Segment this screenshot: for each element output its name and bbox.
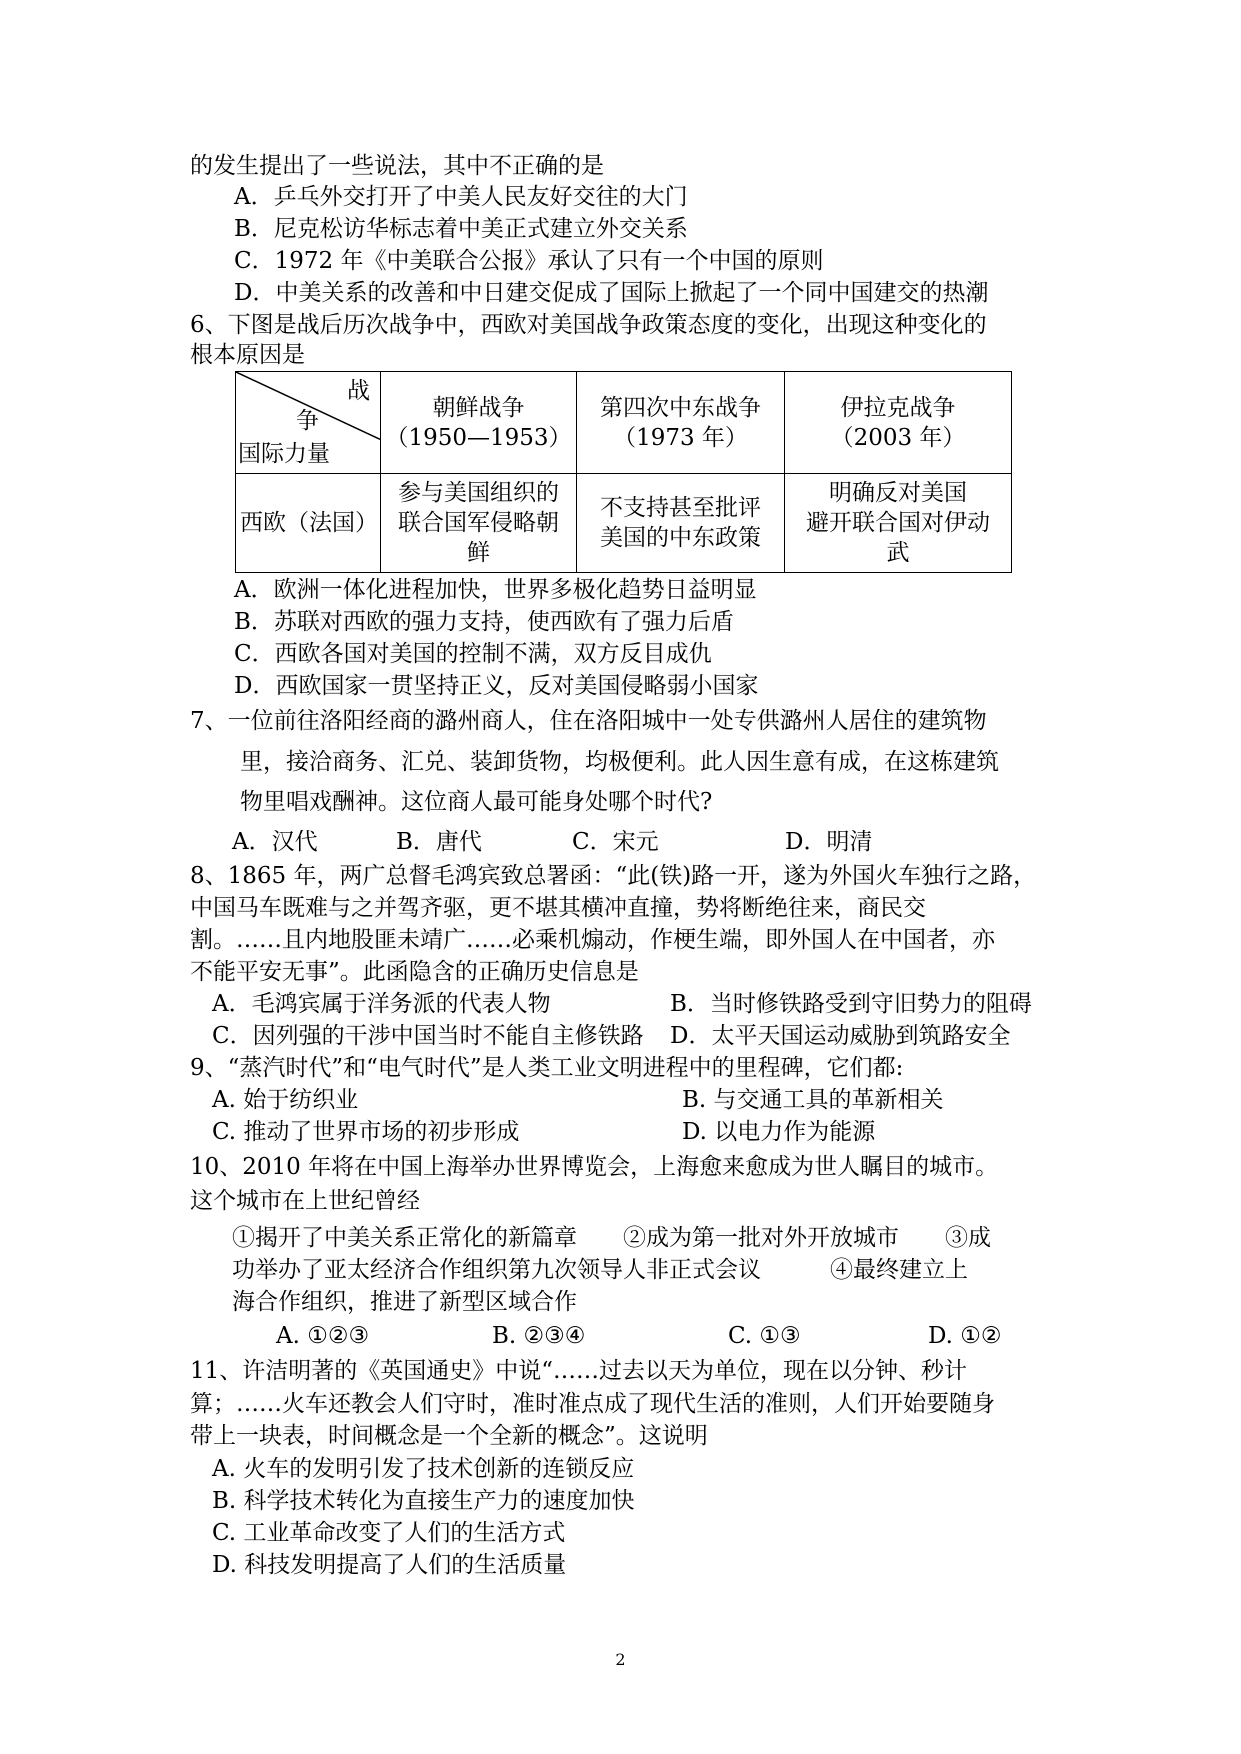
q8-option-c: C．因列强的干涉中国当时不能自主修铁路 <box>212 1023 644 1049</box>
q11-option-c: C. 工业革命改变了人们的生活方式 <box>212 1520 566 1546</box>
q11-stem-1: 11、许洁明著的《英国通史》中说“……过去以天为单位，现在以分钟、秒计 <box>190 1358 968 1384</box>
q10-item-line-1: ①揭开了中美关系正常化的新篇章 ②成为第一批对外开放城市 ③成 <box>232 1225 991 1251</box>
q9-option-a: A. 始于纺织业 <box>212 1087 359 1113</box>
attitude-line: 联合国军侵略朝 <box>398 510 559 536</box>
q10-option-a: A. ①②③ <box>276 1323 370 1349</box>
q6-option-a: A．欧洲一体化进程加快，世界多极化趋势日益明显 <box>234 577 757 603</box>
war-name: 朝鲜战争 <box>432 394 525 421</box>
q7-option-a: A．汉代 <box>232 829 318 855</box>
q5-option-b: B．尼克松访华标志着中美正式建立外交关系 <box>234 216 688 242</box>
q8-stem-2: 中国马车既难与之并驾齐驱，更不堪其横冲直撞，势将断绝往来，商民交 <box>190 895 926 921</box>
table-corner-cell <box>236 372 381 474</box>
q6-option-c: C．西欧各国对美国的控制不满，双方反目成仇 <box>234 641 712 667</box>
q7-option-c: C．宋元 <box>572 829 659 855</box>
row-label-west-europe: 西欧（法国） <box>236 474 381 573</box>
q6-stem-1: 6、下图是战后历次战争中，西欧对美国战争政策态度的变化，出现这种变化的 <box>190 312 987 338</box>
q10-stem-1: 10、2010 年将在中国上海举办世界博览会，上海愈来愈成为世人瞩目的城市。 <box>190 1154 999 1180</box>
q5-option-a: A．乒乓外交打开了中美人民友好交往的大门 <box>234 184 688 210</box>
q8-option-d: D．太平天国运动威胁到筑路安全 <box>670 1023 1011 1049</box>
q11-option-d: D. 科技发明提高了人们的生活质量 <box>212 1552 567 1578</box>
q11-option-b: B. 科学技术转化为直接生产力的速度加快 <box>212 1488 635 1514</box>
header-fourth-middle-east-war <box>577 372 785 474</box>
attitude-line: 不支持甚至批评 <box>600 495 761 521</box>
q11-option-a: A. 火车的发明引发了技术创新的连锁反应 <box>212 1456 635 1482</box>
q8-stem-1: 8、1865 年，两广总督毛鸿宾致总署函：“此(铁)路一开，遂为外国火车独行之路， <box>190 863 1037 889</box>
q10-option-c: C. ①③ <box>728 1323 801 1349</box>
q11-stem-3: 带上一块表，时间概念是一个全新的概念”。这说明 <box>190 1423 708 1449</box>
q8-option-a: A．毛鸿宾属于洋务派的代表人物 <box>212 991 551 1017</box>
q8-stem-3: 割。……且内地股匪未靖广……必乘机煽动，作梗生端，即外国人在中国者，亦 <box>190 927 995 953</box>
q9-option-d: D. 以电力作为能源 <box>682 1119 876 1145</box>
q6-option-b: B．苏联对西欧的强力支持，使西欧有了强力后盾 <box>234 609 734 635</box>
header-korean-war <box>381 372 577 474</box>
attitude-line: 明确反对美国 <box>829 480 967 506</box>
attitude-line: 参与美国组织的 <box>398 480 559 506</box>
war-years: （2003 年） <box>830 424 966 451</box>
q7-option-b: B．唐代 <box>396 829 482 855</box>
q8-option-b: B．当时修铁路受到守旧势力的阻碍 <box>670 991 1032 1017</box>
table-row-west-europe <box>236 474 1012 573</box>
war-years: （1973 年） <box>613 424 748 451</box>
q9-option-c: C. 推动了世界市场的初步形成 <box>212 1119 520 1145</box>
attitude-iraq-war <box>785 474 1012 573</box>
q5-stem-tail: 的发生提出了一些说法，其中不正确的是 <box>190 153 604 179</box>
q10-item-line-2: 功举办了亚太经济合作组织第九次领导人非正式会议 ④最终建立上 <box>232 1257 968 1283</box>
attitude-line: 美国的中东政策 <box>600 525 761 551</box>
corner-label-top: 战 <box>347 378 370 404</box>
attitude-korean-war <box>381 474 577 573</box>
q8-stem-4: 不能平安无事”。此函隐含的正确历史信息是 <box>190 959 639 985</box>
q7-stem-2: 里，接洽商务、汇兑、装卸货物，均极便利。此人因生意有成，在这栋建筑 <box>240 749 999 775</box>
q11-stem-2: 算；……火车还教会人们守时，准时准点成了现代生活的准则，人们开始要随身 <box>190 1391 995 1417</box>
table-header-row <box>236 372 1012 474</box>
q10-stem-2: 这个城市在上世纪曾经 <box>190 1188 420 1214</box>
q7-option-d: D．明清 <box>785 829 873 855</box>
q10-option-d: D. ①② <box>928 1323 1002 1349</box>
attitude-middle-east-war <box>577 474 785 573</box>
q7-stem-3: 物里唱戏酬神。这位商人最可能身处哪个时代? <box>240 789 713 815</box>
q9-option-b: B. 与交通工具的革新相关 <box>682 1087 944 1113</box>
q9-stem: 9、“蒸汽时代”和“电气时代”是人类工业文明进程中的里程碑，它们都: <box>190 1055 904 1081</box>
page-number: 2 <box>615 1650 626 1669</box>
attitude-line: 武 <box>886 540 910 566</box>
war-years: （1950—1953） <box>385 424 572 451</box>
war-attitude-table <box>235 371 1012 573</box>
attitude-line: 鲜 <box>467 540 490 566</box>
war-name: 伊拉克战争 <box>840 394 956 421</box>
q7-stem-1: 7、一位前往洛阳经商的潞州商人，住在洛阳城中一处专供潞州人居住的建筑物 <box>190 708 987 734</box>
q10-option-b: B. ②③④ <box>492 1323 586 1349</box>
q5-option-c: C．1972 年《中美联合公报》承认了只有一个中国的原则 <box>234 248 824 274</box>
q6-option-d: D．西欧国家一贯坚持正义，反对美国侵略弱小国家 <box>234 673 759 699</box>
q10-item-line-3: 海合作组织，推进了新型区域合作 <box>232 1289 577 1315</box>
attitude-line: 避开联合国对伊动 <box>806 510 990 536</box>
header-iraq-war <box>785 372 1012 474</box>
war-name: 第四次中东战争 <box>600 394 761 421</box>
q5-option-d: D．中美关系的改善和中日建交促成了国际上掀起了一个同中国建交的热潮 <box>234 280 989 306</box>
corner-label-mid: 争 <box>296 408 319 434</box>
q6-stem-2: 根本原因是 <box>190 342 305 368</box>
corner-label-bottom: 国际力量 <box>238 441 330 467</box>
